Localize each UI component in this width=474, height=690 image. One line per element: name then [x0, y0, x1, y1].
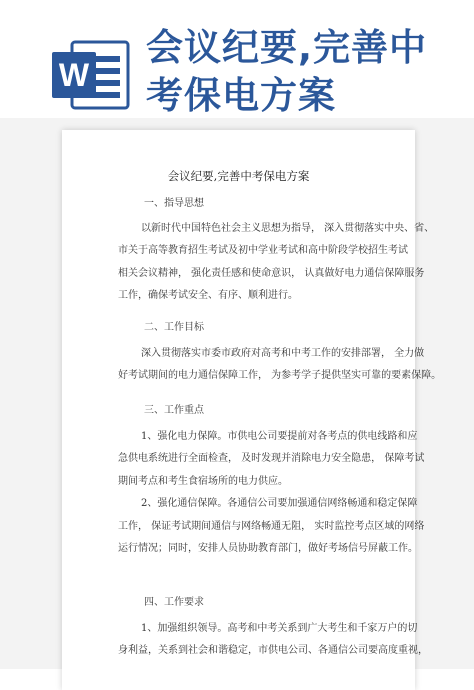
- document-title: 会议纪要,完善中考保电方案: [167, 169, 310, 183]
- section-paragraph: [118, 218, 435, 308]
- paragraph-line: 市关于高等教育招生考试及初中学业考试和高中阶段学校招生考试: [118, 245, 408, 257]
- paragraph-line: 急供电系统进行全面检查， 及时发现并消除电力安全隐患， 保障考试: [118, 453, 425, 465]
- paragraph-line: 工作， 保证考试期间通信与网络畅通无阻， 实时监控考点区域的网络: [118, 520, 425, 532]
- section-heading: 三、工作重点: [144, 405, 204, 416]
- section-paragraph: [118, 343, 442, 388]
- header-banner: [0, 0, 474, 118]
- paragraph-line: 身利益，关系到社会和谐稳定，市供电公司、各通信公司要高度重视，: [118, 645, 428, 657]
- paragraph-line: 1、强化电力保障。市供电公司要提前对各考点的供电线路和应: [141, 431, 418, 442]
- paragraph-line: 深入贯彻落实市委市政府对高考和中考工作的安排部署， 全力做: [141, 348, 425, 359]
- paragraph-line: 运行情况；同时，安排人员协助教育部门，做好考场信号屏蔽工作。: [118, 543, 418, 555]
- header-title: 会议纪要,完善中考保电方案: [146, 26, 428, 117]
- paragraph-line: 工作，确保考试安全、有序、顺利进行。: [118, 290, 298, 302]
- word-icon: [52, 38, 132, 112]
- paragraph-line: 2、强化通信保障。各通信公司要加强通信网络畅通和稳定保障: [141, 498, 418, 510]
- section-heading: 一、指导思想: [144, 198, 204, 209]
- svg-text:W: W: [58, 57, 90, 93]
- paragraph-line: 好考试期间的电力通信保障工作， 为参考学子提供坚实可靠的要素保障。: [118, 370, 442, 382]
- paragraph-line: 以新时代中国特色社会主义思想为指导， 深入贯彻落实中央、省、: [141, 223, 435, 234]
- section-heading: 二、工作目标: [144, 322, 204, 333]
- paragraph-line: 相关会议精神， 强化责任感和使命意识， 认真做好电力通信保障服务: [118, 267, 425, 279]
- section-paragraph: [118, 426, 425, 560]
- section-heading: 四、工作要求: [144, 597, 204, 608]
- paragraph-line: 1、加强组织领导。高考和中考关系到广大考生和千家万户的切: [141, 623, 418, 634]
- section-paragraph: [118, 618, 428, 663]
- document-page: [62, 130, 442, 690]
- paragraph-line: 期间考点和考生食宿场所的电力供应。: [118, 475, 288, 487]
